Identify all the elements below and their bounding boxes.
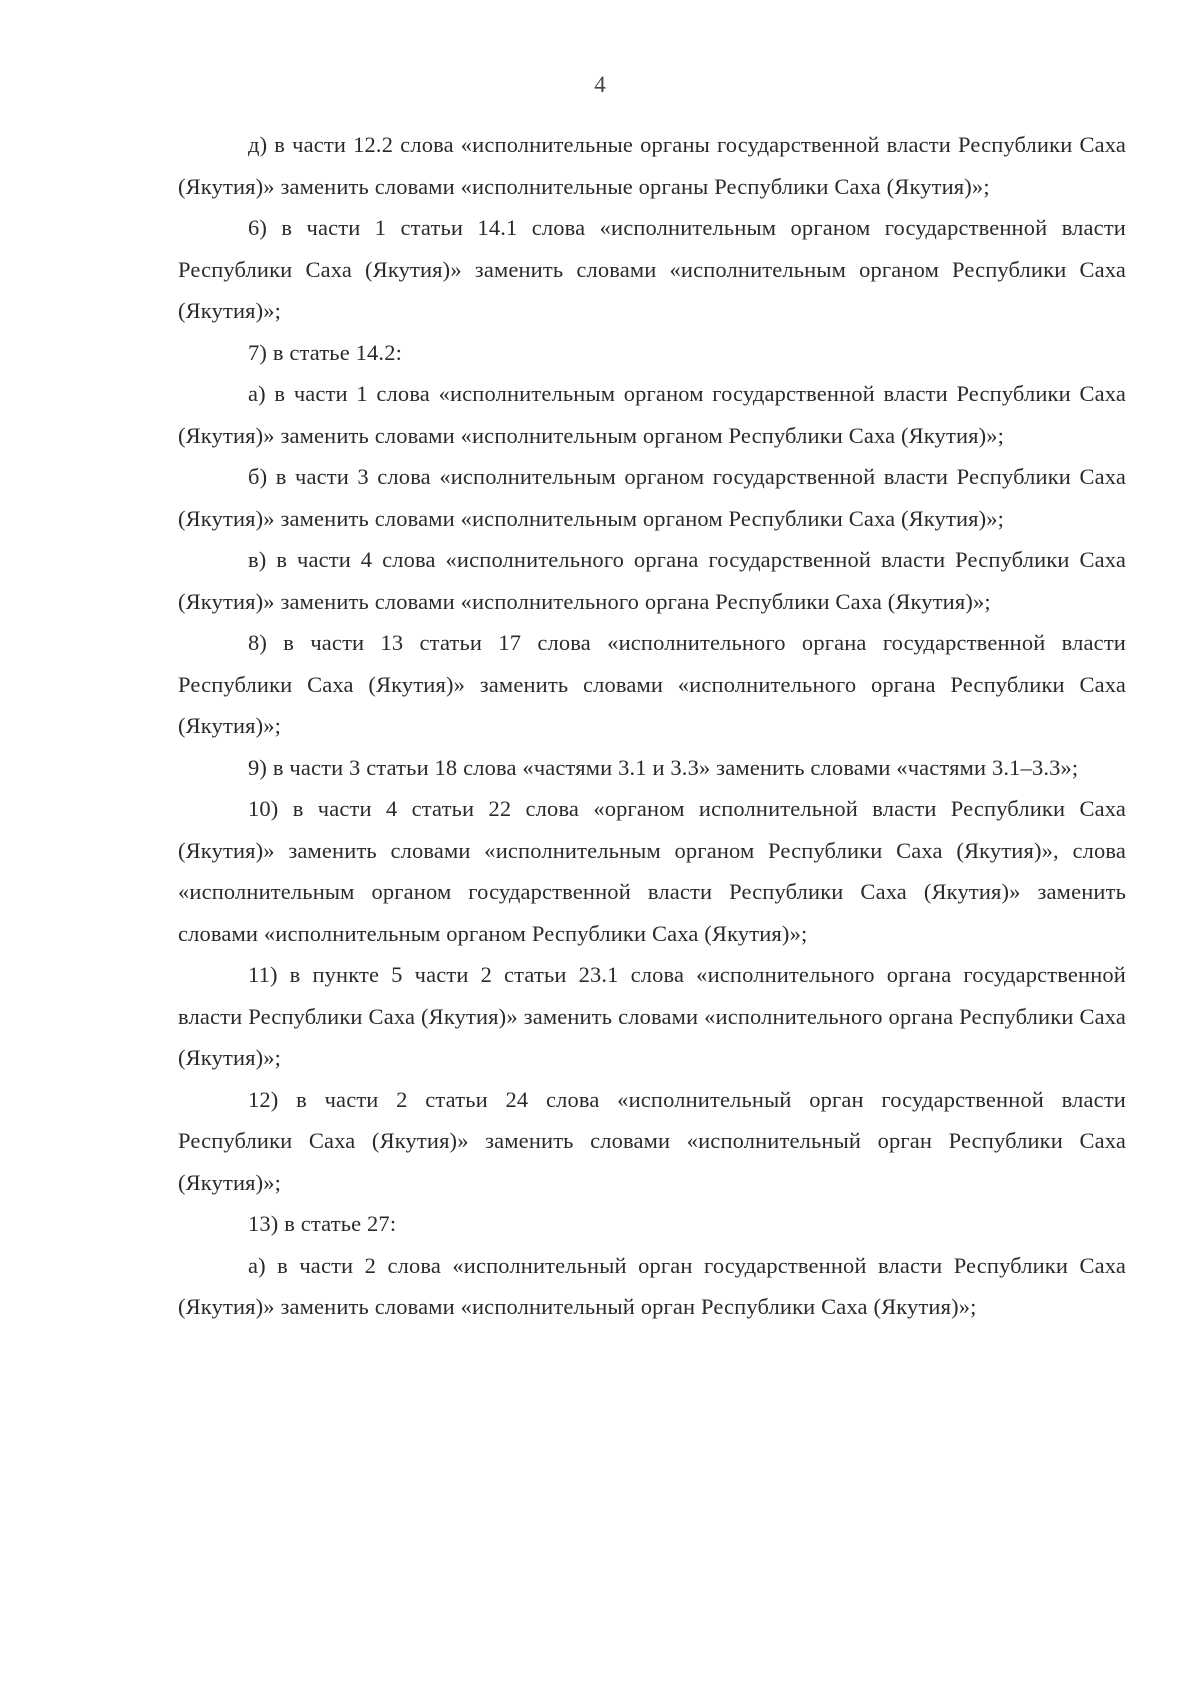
amendment-paragraph: а) в части 2 слова «исполнительный орган государственной власти Республики Саха (Якутия)» заменить словами «исполнительный орган Республики Саха (Якутия)»;	[178, 1252, 1126, 1319]
amendment-paragraph: 9) в части 3 статьи 18 слова «частями 3.1 и 3.3» заменить словами «частями 3.1–3.3»;	[248, 754, 1079, 780]
amendment-paragraph: 8) в части 13 статьи 17 слова «исполнительного органа государственной власти Республики Саха (Якутия)» заменить словами «исполнительного органа Республики Саха (Якутия)»;	[178, 630, 1126, 738]
amendment-paragraph: 6) в части 1 статьи 14.1 слова «исполнительным органом государственной власти Республики Саха (Якутия)» заменить словами «исполнительным органом Республики Саха (Якутия)»;	[178, 215, 1126, 323]
amendment-paragraph: в) в части 4 слова «исполнительного органа государственной власти Республики Саха (Якутия)» заменить словами «исполнительного органа Республики Саха (Якутия)»;	[178, 547, 1126, 614]
amendment-paragraph: а) в части 1 слова «исполнительным органом государственной власти Республики Саха (Якутия)» заменить словами «исполнительным органом Республики Саха (Якутия)»;	[178, 381, 1126, 448]
amendment-heading: 7) в статье 14.2:	[248, 339, 402, 365]
amendment-paragraph: 11) в пункте 5 части 2 статьи 23.1 слова «исполнительного органа государственной власти Республики Саха (Якутия)» заменить словами «исполнительного органа Республики Саха (Якутия)»;	[178, 962, 1126, 1070]
document-body	[178, 124, 1126, 1328]
amendment-paragraph: б) в части 3 слова «исполнительным органом государственной власти Республики Саха (Якутия)» заменить словами «исполнительным органом Республики Саха (Якутия)»;	[178, 464, 1126, 531]
amendment-paragraph: д) в части 12.2 слова «исполнительные органы государственной власти Республики Саха (Якутия)» заменить словами «исполнительные органы Республики Саха (Якутия)»;	[178, 132, 1126, 199]
page-number: 4	[594, 72, 606, 97]
amendment-heading: 13) в статье 27:	[248, 1211, 397, 1236]
amendment-paragraph: 12) в части 2 статьи 24 слова «исполнительный орган государственной власти Республики Саха (Якутия)» заменить словами «исполнительный орган Республики Саха (Якутия)»;	[178, 1086, 1126, 1195]
amendment-paragraph: 10) в части 4 статьи 22 слова «органом исполнительной власти Республики Саха (Якутия)» заменить словами «исполнительным органом Республики Саха (Якутия)», слова «исполнительным органом государственной власти Республики Саха (Якутия)» заменить словами «исполнительным органом Республики Саха (Якутия)»;	[178, 796, 1126, 946]
